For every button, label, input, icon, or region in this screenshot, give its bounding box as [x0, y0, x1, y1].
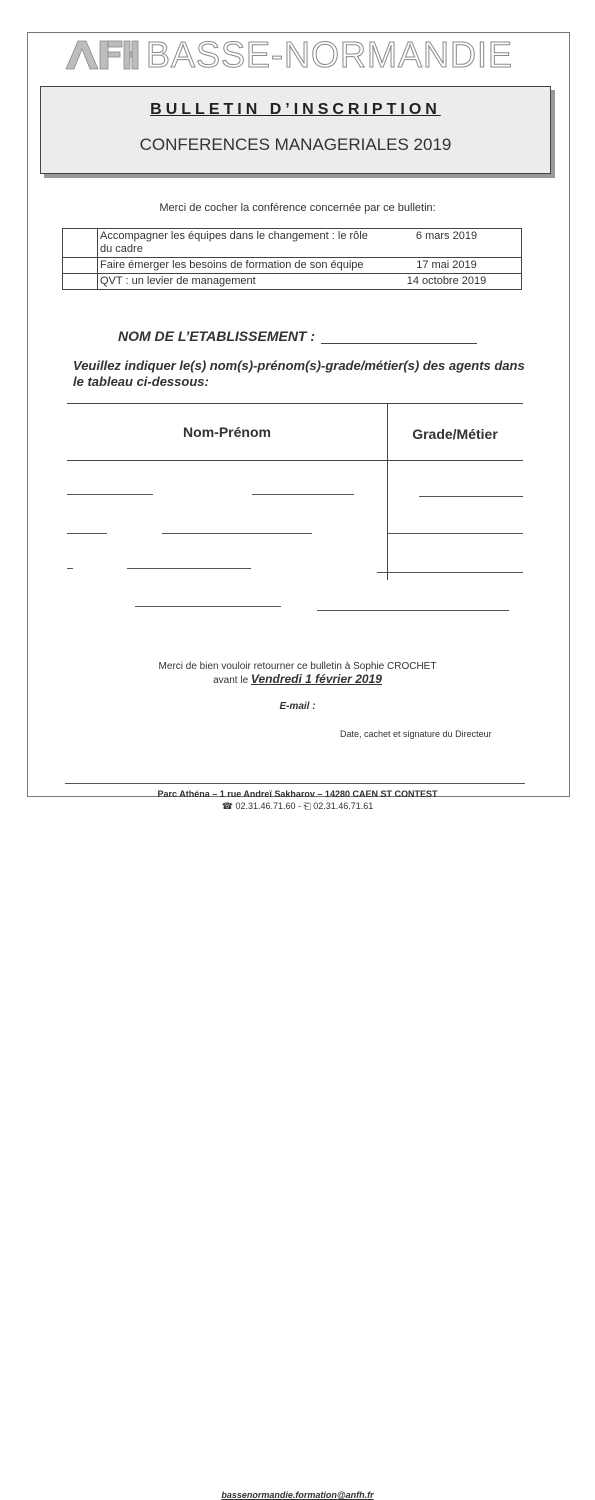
- footer-phones: ☎ 02.31.46.71.60 - ⎗ 02.31.46.71.61: [221, 801, 374, 811]
- footer-address: Parc Athéna – 1 rue Andreï Sakharov – 14280 CAEN ST CONTEST: [157, 789, 438, 799]
- conference-checkbox[interactable]: [63, 274, 98, 290]
- return-instructions: [0, 660, 595, 687]
- footer-divider: [65, 783, 525, 784]
- conference-label: Accompagner les équipes dans le changement : le rôle du cadre: [98, 229, 373, 258]
- etablissement-input-line[interactable]: [321, 343, 477, 344]
- conference-row: [63, 274, 522, 290]
- deadline-prefix: avant le: [213, 675, 249, 686]
- document-title: BULLETIN D’INSCRIPTION: [150, 101, 441, 118]
- deadline-date: Vendredi 1 février 2019: [250, 672, 382, 686]
- column-header-nom-prenom: Nom-Prénom: [183, 424, 271, 440]
- conference-date: 6 mars 2019: [372, 229, 522, 258]
- conference-label: Faire émerger les besoins de formation de son équipe: [98, 258, 373, 274]
- conference-checkbox[interactable]: [63, 258, 98, 274]
- email-address[interactable]: bassenormandie.formation@anfh.fr: [221, 1490, 374, 1500]
- entry-line[interactable]: [162, 533, 312, 534]
- email-label: E-mail :: [279, 701, 316, 712]
- entry-line[interactable]: [252, 494, 354, 495]
- anfh-logo-icon: [64, 39, 140, 71]
- conference-label: QVT : un levier de management: [98, 274, 373, 290]
- logo-text: BASSE-NORMANDIE: [146, 34, 514, 75]
- etablissement-label: NOM DE L’ETABLISSEMENT :: [118, 328, 316, 344]
- agents-table: [67, 403, 523, 624]
- conference-checkbox[interactable]: [63, 229, 98, 258]
- intro-text: Merci de cocher la conférence concernée par ce bulletin:: [159, 202, 436, 214]
- entry-line[interactable]: [67, 533, 107, 534]
- entry-line[interactable]: [387, 533, 523, 534]
- conference-date: 14 octobre 2019: [372, 274, 522, 290]
- entry-line[interactable]: [127, 568, 251, 569]
- signature-label: Date, cachet et signature du Directeur: [340, 729, 492, 739]
- entry-line[interactable]: [377, 572, 523, 573]
- deadline-line: [0, 673, 595, 687]
- entry-line[interactable]: [317, 610, 509, 611]
- column-divider: [387, 404, 388, 580]
- etablissement-field: [118, 328, 477, 344]
- document-subtitle: CONFERENCES MANAGERIALES 2019: [139, 135, 452, 154]
- entry-line[interactable]: [419, 496, 523, 497]
- conference-table: [62, 228, 522, 290]
- instructions-text: Veuillez indiquer le(s) nom(s)-prénom(s)-grade/métier(s) des agents dans le tableau ci-dessous:: [73, 358, 525, 389]
- conference-date: 17 mai 2019: [372, 258, 522, 274]
- header-divider: [67, 460, 523, 461]
- entry-line[interactable]: [67, 568, 73, 569]
- entry-line[interactable]: [67, 494, 153, 495]
- conference-row: [63, 258, 522, 274]
- title-box: [40, 86, 551, 174]
- column-header-grade-metier: Grade/Métier: [412, 426, 498, 442]
- conference-row: [63, 229, 522, 258]
- anfh-logo: [64, 34, 514, 75]
- entry-line[interactable]: [135, 606, 281, 607]
- return-line: Merci de bien vouloir retourner ce bulletin à Sophie CROCHET: [158, 661, 437, 672]
